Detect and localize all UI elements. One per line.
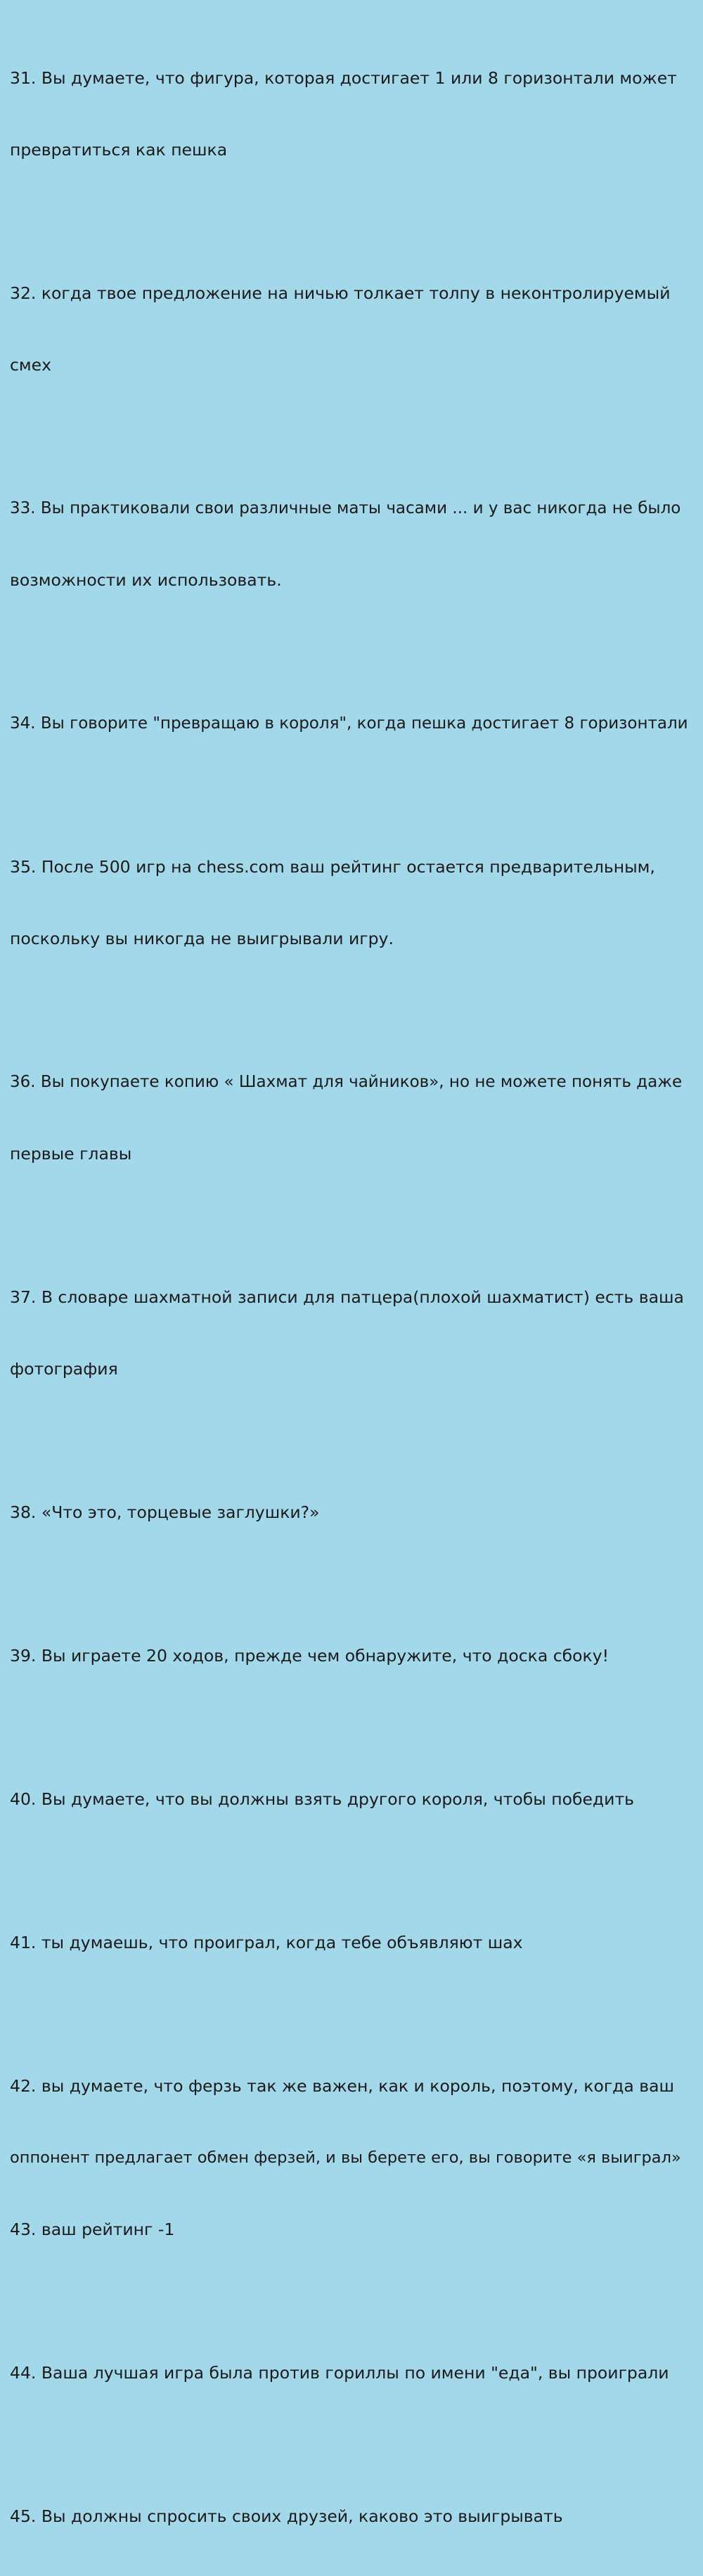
item-41-line-1: 41. ты думаешь, что проиграл, когда тебе объявляют шах [10, 1933, 523, 1952]
item-36-line-2: первые главы [10, 1144, 132, 1164]
item-31-line-1: 31. Вы думаете, что фигура, которая достигает 1 или 8 горизонтали может [10, 68, 677, 88]
list-item-41 [10, 1883, 693, 2002]
item-37-line-1: 37. В словаре шахматной записи для патцера(плохой шахматист) есть ваша [10, 1287, 684, 1307]
item-35-line-2: поскольку вы никогда не выигрывали игру. [10, 929, 394, 948]
item-37-line-2: фотография [10, 1359, 118, 1379]
item-36-line-1: 36. Вы покупаете копию « Шахмат для чайников», но не можете понять даже [10, 1073, 683, 1091]
item-33-line-1: 33. Вы практиковали свои различные маты часами ... и у вас никогда не было [10, 499, 681, 517]
item-34-line-1: 34. Вы говорите "превращаю в короля", когда пешка достигает 8 горизонтали [10, 714, 688, 733]
list-item-32 [10, 233, 693, 425]
list-item-44 [10, 2313, 693, 2433]
item-42-line-2: оппонент предлагает обмен ферзей, и вы берете его, вы говорите «я выиграл» [10, 2149, 681, 2167]
item-32-line-2: смех [10, 355, 52, 375]
item-32-line-1: 32. когда твое предложение на ничью толкает толпу в неконтролируемый [10, 283, 671, 303]
list-item-42-43 [10, 2026, 693, 2289]
list-item-45 [10, 2456, 693, 2576]
item-31-line-2: превратиться как пешка [10, 140, 228, 160]
list-item-38 [10, 1453, 693, 1572]
list-item-40 [10, 1739, 693, 1859]
item-42-line-1: 42. вы думаете, что ферзь так же важен, как и король, поэтому, когда ваш [10, 2076, 675, 2096]
item-39-line-1: 39. Вы играете 20 ходов, прежде чем обнаружите, что доска сбоку! [10, 1646, 610, 1666]
list-item-37 [10, 1237, 693, 1429]
item-33-line-2: возможности их использовать. [10, 570, 282, 590]
list-item-33 [10, 449, 693, 640]
list-item-35 [10, 807, 693, 998]
list-item-34 [10, 664, 693, 783]
item-43-line-1: 43. ваш рейтинг -1 [10, 2220, 175, 2239]
item-44-line-1: 44. Ваша лучшая игра была против гориллы по имени "еда", вы проиграли [10, 2363, 669, 2383]
item-38-line-1: 38. «Что это, торцевые заглушки?» [10, 1502, 320, 1522]
list-item-36 [10, 1022, 693, 1213]
list-item-39 [10, 1596, 693, 1715]
item-40-line-1: 40. Вы думаете, что вы должны взять другого короля, чтобы победить [10, 1789, 634, 1809]
item-35-line-1: 35. После 500 игр на chess.com ваш рейтинг остается предварительным, [10, 857, 655, 877]
list-item-31 [10, 18, 693, 210]
item-45-line-1: 45. Вы должны спросить своих друзей, каково это выигрывать [10, 2506, 563, 2526]
